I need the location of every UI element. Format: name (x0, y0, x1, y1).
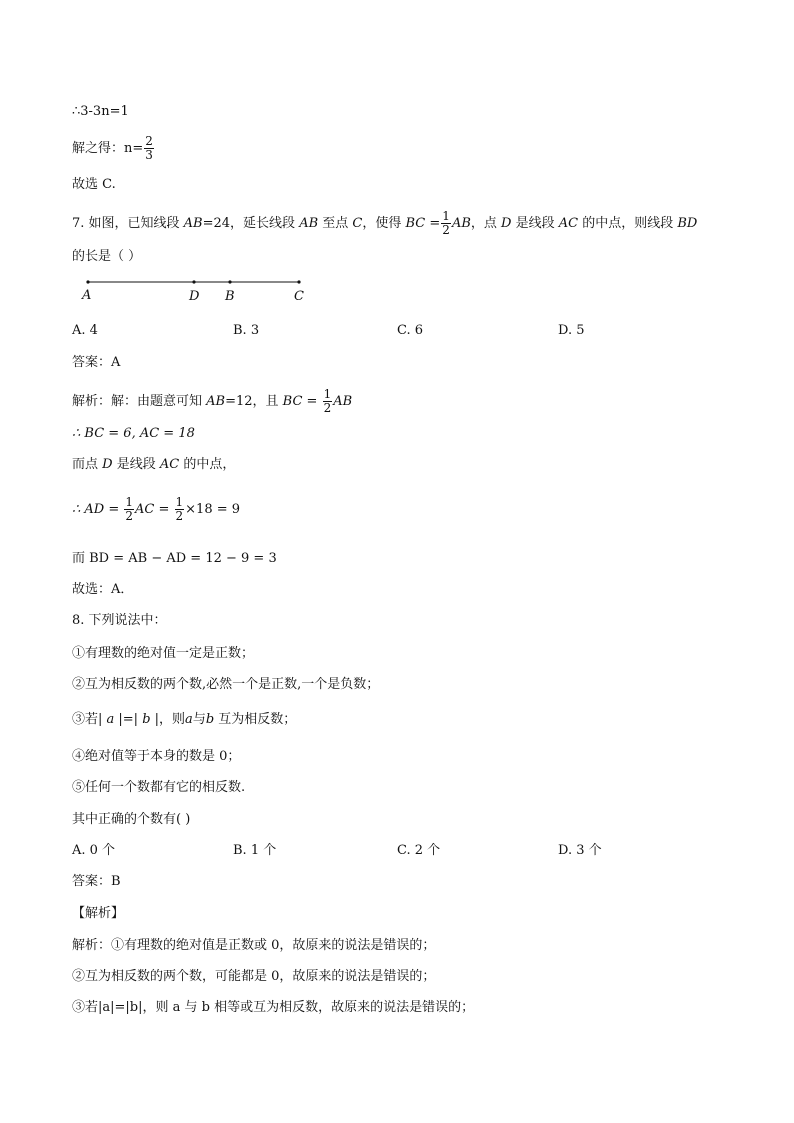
fraction-denominator: 3 (145, 148, 153, 162)
solve-line (72, 135, 155, 162)
fraction (144, 135, 154, 162)
stmt-var: a (185, 712, 193, 727)
q7-var: BD (677, 216, 698, 231)
fraction (441, 210, 451, 237)
label-c: C (294, 289, 304, 304)
q7-solution-2: ∴ BC = 6, AC = 18 (72, 426, 195, 441)
sol-text: =12，且 (225, 394, 283, 409)
stmt-var: b (142, 712, 151, 727)
stmt-text: 与 (192, 712, 206, 727)
q7-solution-5: 而 BD = AB − AD = 12 − 9 = 3 (72, 551, 277, 566)
solve-prefix: 解之得：n= (72, 141, 144, 156)
q7-text: 的中点，则线段 (578, 216, 678, 231)
fraction (175, 496, 185, 523)
q7-text: =24，延长线段 (202, 216, 300, 231)
q7-var: AC (558, 216, 579, 231)
q7-var: AB (299, 216, 319, 231)
q7-text: = (425, 216, 441, 231)
q8-question: 其中正确的个数有( ) (72, 812, 191, 827)
q7-text: ，使得 (362, 216, 406, 231)
sol-text: 解析：解：由题意可知 (72, 394, 207, 409)
fraction-denominator: 2 (442, 223, 450, 237)
q7-text: 至点 (318, 216, 353, 231)
sol-var: AB (333, 394, 353, 409)
point-c-dot (297, 280, 300, 283)
sol-text: 而点 (72, 457, 103, 472)
q8-option-a: A. 0 个 (72, 843, 116, 858)
point-b-dot (228, 280, 231, 283)
q7-solution-1 (72, 388, 352, 415)
q8-statement-2: ②互为相反数的两个数,必然一个是正数,一个是负数； (72, 677, 380, 692)
choice-line: 故选 C. (72, 177, 116, 192)
q8-statement-5: ⑤任何一个数都有它的相反数. (72, 780, 246, 795)
q7-answer: 答案：A (72, 355, 121, 370)
sol-text: = (302, 394, 322, 409)
q7-var: AB (451, 216, 471, 231)
stmt-text: ③若| (72, 712, 107, 727)
q7-var: C (352, 216, 363, 231)
sol-var: AB (206, 394, 226, 409)
sol-text: 的中点， (179, 457, 236, 472)
fraction (323, 388, 333, 415)
q8-statement-3 (72, 711, 296, 729)
q7-solution-4 (72, 496, 240, 523)
fraction-denominator: 2 (125, 509, 134, 523)
sol-text: ×18 = 9 (185, 502, 241, 517)
q8-analysis-2: ②互为相反数的两个数，可能都是 0，故原来的说法是错误的； (72, 969, 436, 984)
q8-statement-1: ①有理数的绝对值一定是正数； (72, 646, 255, 661)
sol-text: 是线段 (112, 457, 160, 472)
q8-analysis-3: ③若|a|=|b|，则 a 与 b 相等或互为相反数，故原来的说法是错误的； (72, 1000, 475, 1015)
q7-solution-6: 故选：A． (72, 582, 134, 597)
sol-text: AC = (135, 502, 174, 517)
fraction-numerator: 1 (442, 209, 450, 223)
fraction-numerator: 2 (145, 134, 153, 148)
q7-option-c: C. 6 (397, 323, 424, 338)
stmt-var: a (106, 712, 115, 727)
fraction-numerator: 1 (323, 387, 332, 401)
q7-text: 是线段 (511, 216, 559, 231)
stmt-text: 互为相反数； (214, 712, 297, 727)
point-a-dot (86, 280, 89, 283)
sol-var: BC (282, 394, 303, 409)
q8-title: 8. 下列说法中： (72, 613, 167, 628)
q7-text: ，点 (470, 216, 502, 231)
q8-analysis-1: 解析：①有理数的绝对值是正数或 0，故原来的说法是错误的； (72, 938, 436, 953)
step-line: ∴3-3n=1 (72, 104, 129, 119)
label-b: B (225, 289, 235, 304)
q8-option-b: B. 1 个 (233, 843, 277, 858)
stmt-text: |=| (114, 712, 143, 727)
q7-var: AB (183, 216, 203, 231)
fraction-numerator: 1 (125, 495, 134, 509)
sol-var: AC (159, 457, 180, 472)
fraction (124, 496, 134, 523)
label-a: A (82, 288, 92, 303)
q7-solution-3 (72, 456, 235, 474)
q8-answer: 答案：B (72, 874, 121, 889)
fraction-denominator: 2 (323, 401, 332, 415)
q8-statement-4: ④绝对值等于本身的数是 0； (72, 749, 241, 764)
fraction-denominator: 2 (175, 509, 184, 523)
q7-stem (72, 210, 697, 237)
q7-var: D (501, 216, 512, 231)
q7-stem-line2: 的长是（ ） (72, 249, 142, 264)
q7-var: BC (405, 216, 426, 231)
q7-text: 7. 如图，已知线段 (72, 216, 184, 231)
q8-option-c: C. 2 个 (397, 843, 441, 858)
label-d: D (189, 289, 200, 304)
q7-option-a: A. 4 (72, 323, 98, 338)
line-segment-figure (72, 272, 322, 306)
stmt-var: b (205, 712, 215, 727)
point-d-dot (192, 280, 195, 283)
q7-option-d: D. 5 (558, 323, 585, 338)
q8-analysis-heading: 【解析】 (72, 906, 125, 921)
fraction-numerator: 1 (175, 495, 184, 509)
q8-option-d: D. 3 个 (558, 843, 602, 858)
sol-text: ∴ AD = (72, 502, 124, 517)
stmt-text: |，则 (150, 712, 186, 727)
sol-var: D (102, 457, 113, 472)
q7-option-b: B. 3 (233, 323, 260, 338)
